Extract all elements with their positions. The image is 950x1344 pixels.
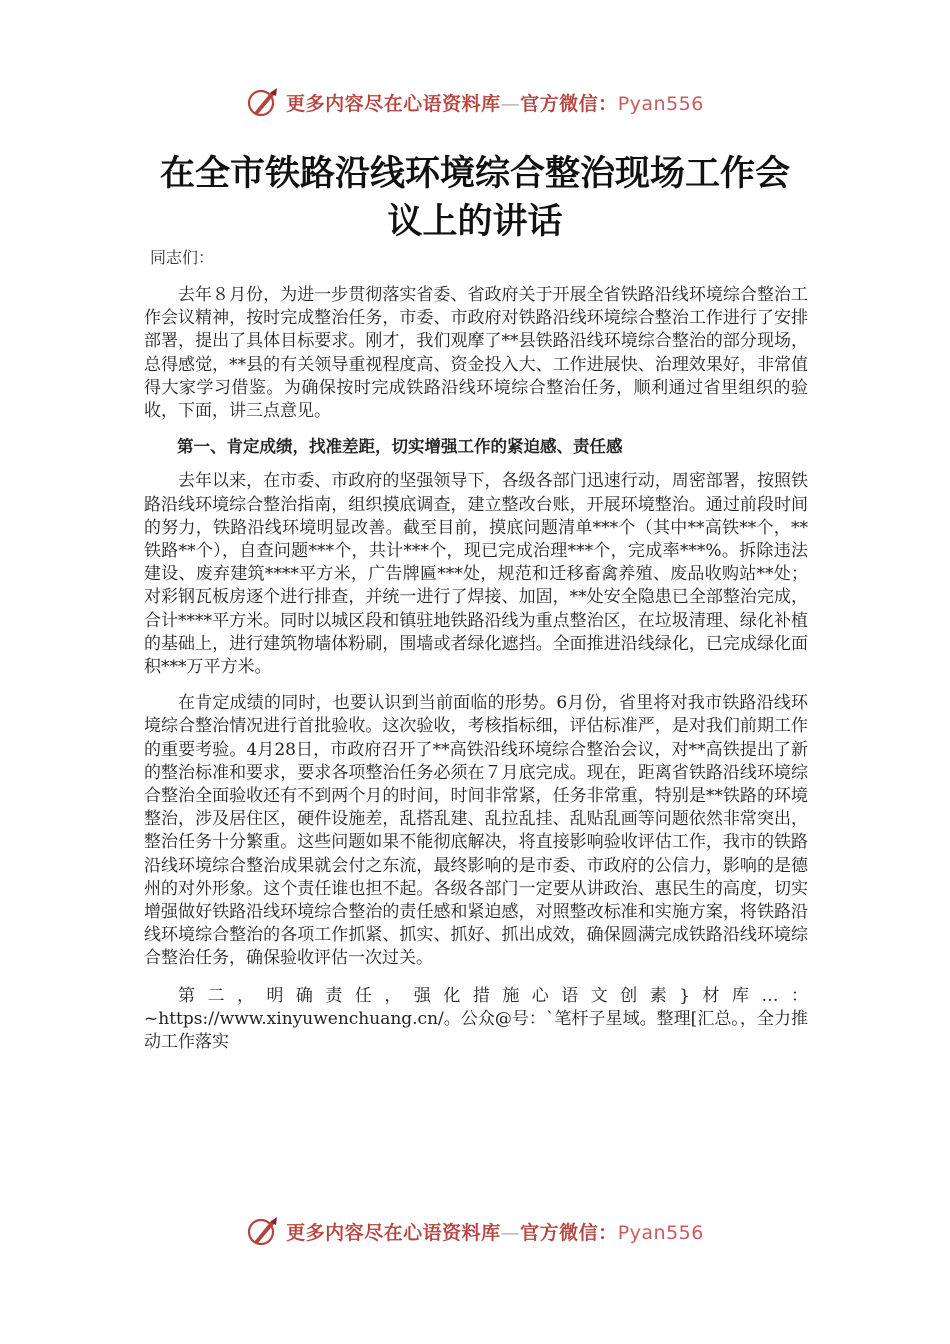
quill-pen-logo-icon xyxy=(246,85,280,119)
quill-pen-logo-icon xyxy=(246,1214,280,1248)
paragraph-4: 第二，明确责任，强化措施心语文创素}材库…：~https://www.xinyuwenchuang.cn/。公众@号：`笔杆子星域。整理[汇总。，全力推动工作落实 xyxy=(144,985,808,1053)
banner-text: 更多内容尽在心语资料库—官方微信：Pyan556 xyxy=(286,92,704,115)
banner-text: 更多内容尽在心语资料库—官方微信：Pyan556 xyxy=(286,1221,704,1244)
paragraph-1: 去年８月份，为进一步贯彻落实省委、省政府关于开展全省铁路沿线环境综合整治工作会议精神，按时完成整治任务，市委、市政府对铁路沿线环境综合整治工作进行了安排部署，提出了具体目标要求。刚才，我们观摩了**县铁路沿线环境综合整治的部分现场，总得感觉，**县的有关领导重视程度高、资金投入大、工作进展快、治理效果好，非常值得大家学习借鉴。为确保按时完成铁路沿线环境综合整治任务，顺利通过省里组织的验收，下面，讲三点意见。 xyxy=(144,285,808,422)
paragraph-2: 去年以来，在市委、市政府的坚强领导下，各级各部门迅速行动，周密部署，按照铁路沿线环境综合整治指南，组织摸底调查，建立整改台账，开展环境整治。通过前段时间的努力，铁路沿线环境明显改善。截至目前，摸底问题清单***个（其中**高铁**个，**铁路**个），自查问题***个，共计***个，现已完成治理***个，完成率***%。拆除违法建设、废弃建筑****平方米，广告牌匾***处，规范和迁移畜禽养殖、废品收购站**处；对彩钢瓦板房逐个进行排查，并统一进行了焊接、加固，**处安全隐患已全部整治完成，合计****平方米。同时以城区段和镇驻地铁路沿线为重点整治区，在垃圾清理、绿化补植的基础上，进行建筑物墙体粉刷，围墙或者绿化遮挡。全面推进沿线绿化，已完成绿化面积***万平方米。 xyxy=(144,471,808,678)
paragraph-3: 在肯定成绩的同时，也要认识到当前面临的形势。6月份，省里将对我市铁路沿线环境综合整治情况进行首批验收。这次验收，考核指标细，评估标准严，是对我们前期工作的重要考验。4月28日，市政府召开了**高铁沿线环境综合整治会议，对**高铁提出了新的整治标准和要求，要求各项整治任务必须在７月底完成。现在，距离省铁路沿线环境综合整治全面验收还有不到两个月的时间，时间非常紧，任务非常重，特别是**铁路的环境整治，涉及居住区，硬件设施差，乱搭乱建、乱拉乱挂、乱贴乱画等问题依然非常突出，整治任务十分繁重。这些问题如果不能彻底解决，将直接影响验收评估工作，我市的铁路沿线环境综合整治成果就会付之东流，最终影响的是市委、市政府的公信力，影响的是德州的对外形象。这个责任谁也担不起。各级各部门一定要从讲政治、惠民生的高度，切实增强做好铁路沿线环境综合整治的责任感和紧迫感，对照整改标准和实施方案，将铁路沿线环境综合整治的各项工作抓紧、抓实、抓好、抓出成效，确保圆满完成铁路沿线环境综合整治任务，确保验收评估一次过关。 xyxy=(144,693,808,969)
document-title xyxy=(130,150,820,246)
document-body xyxy=(144,284,808,1054)
section-heading-1: 第一、肯定成绩，找准差距，切实增强工作的紧迫感、责任感 xyxy=(177,437,623,457)
salutation: 同志们： xyxy=(150,248,215,267)
header-banner xyxy=(0,82,950,122)
title-line-2: 议上的讲话 xyxy=(387,202,563,242)
footer-banner xyxy=(0,1211,950,1251)
title-line-1: 在全市铁路沿线环境综合整治现场工作会 xyxy=(159,154,790,194)
